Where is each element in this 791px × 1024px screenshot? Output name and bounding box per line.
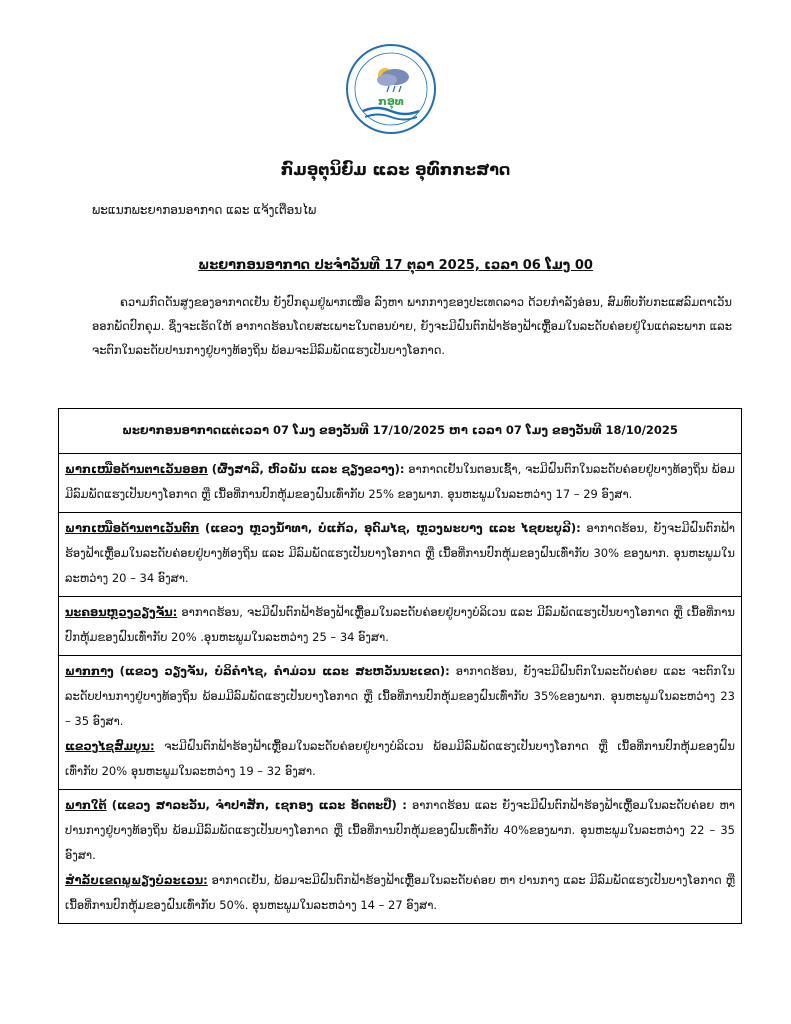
department-title: ພະແນກພະຍາກອນອາກາດ ແລະ ແຈ້ງເຕືອນໄພ <box>92 203 317 217</box>
forecast-period-row <box>59 409 742 454</box>
region-areas: (ແຂວງ ຫຼວງນ້ຳທາ, ບໍ່ແກ້ວ, ອຸດົມໄຊ, ຫຼວງພະບາງ ແລະ ໄຊຍະບູລີ): <box>204 521 581 535</box>
region-cell <box>59 597 742 656</box>
forecast-table <box>58 408 742 924</box>
region-areas: (ຜົ້ງສາລີ, ຫົວພັນ ແລະ ຊຽງຂວາງ): <box>211 462 405 476</box>
region-name: ພາກກາງ <box>65 664 114 678</box>
subregion-forecast-text: ອາກາດເຢັນ, ພ້ອມຈະມີຝົນຕົກຟ້າຮ້ອງຟ້າເຫຼື້ອມໃນລະດັບຄ່ອຍ ຫາ ປານກາງ ແລະ ມີລົມພັດແຮງເປັນບາງໂອກາດ ຫຼື ເນື້ອທີ່ການປົກຫຸ້ມຂອງຝົນເທົ່າກັບ 50%. ອຸນຫະພູມໃນລະຫວ່າງ 14 – 27 ອົງສາ. <box>65 873 735 912</box>
region-row-northeast <box>59 454 742 513</box>
region-row-northwest <box>59 513 742 597</box>
region-name: ພາກເໜືອດ້ານຕາເວັນຕົກ <box>65 521 200 535</box>
region-forecast-text: ອາກາດຮ້ອນ, ຍັງຈະມີຝົນຕົກຟ້າຮ້ອງຟ້າເຫຼື້ອມໃນລະດັບຄ່ອຍຢູ່ບາງທ້ອງຖິ່ນ ແລະ ມີລົມພັດແຮງເປັນບາງໂອກາດ ຫຼື ເນື້ອທີ່ການປົກຫຸ້ມຂອງຝົນເທົ່າກັບ 30% ຂອງພາກ. ອຸນຫະພູມໃນລະຫວ່າງ 20 – 34 ອົງສາ. <box>65 521 735 585</box>
intro-paragraph <box>92 290 732 362</box>
region-areas: (ແຂວງ ວຽງຈັນ, ບໍລິຄຳໄຊ, ຄຳມ່ວນ ແລະ ສະຫວັນນະເຂດ): <box>119 664 450 678</box>
subregion-name: ສຳລັບເຂດພູພຽງບໍລະເວນ: <box>65 873 208 887</box>
region-block <box>65 659 735 734</box>
intro-text: ຄວາມກົດດັນສູງຂອງອາກາດເຢັນ ຍັງປົກຄຸມຢູ່ພາກເໜືອ ລົງຫາ ພາກກາງຂອງປະເທດລາວ ດ້ວຍກຳລັງອ່ອນ, ສົມທົບກັບກະແສລົມຕາເວັນອອກພັດປົກຄຸມ. ຊຶ່ງຈະເຮັດໃຫ້ ອາກາດຮ້ອນໂດຍສະເພາະໃນຕອນບ່າຍ, ຍັງຈະມີຝົນຕົກຟ້າຮ້ອງຟ້າເຫຼື້ອມໃນລະດັບຄ່ອຍຢູ່ໃນແຕ່ລະພາກ ແລະ ຈະຕົກໃນລະດັບປານກາງຢູ່ບາງທ້ອງຖິ່ນ ພ້ອມຈະມີລົມພັດແຮງເປັນບາງໂອກາດ. <box>92 295 732 357</box>
organization-title: ກົມອຸຕຸນິຍົມ ແລະ ອຸທົກກະສາດ <box>280 160 511 179</box>
forecast-period: ພະຍາກອນອາກາດແຕ່ເວລາ 07 ໂມງ ຂອງວັນທີ 17/10/2025 ຫາ ເວລາ 07 ໂມງ ຂອງວັນທີ 18/10/2025 <box>59 409 742 454</box>
department-logo <box>345 43 437 135</box>
region-cell <box>59 513 742 597</box>
region-areas: (ແຂວງ ສາລະວັນ, ຈຳປາສັກ, ເຊກອງ ແລະ ອັດຕະປື) : <box>111 798 407 812</box>
region-name: ພາກໃຕ້ <box>65 798 107 812</box>
subregion-name: ແຂວງໄຊສົມບູນ: <box>65 739 155 753</box>
subregion-block <box>65 868 735 918</box>
region-name: ພາກເໜືອດ້ານຕາເວັນອອກ <box>65 462 208 476</box>
subregion-block <box>65 734 735 784</box>
region-forecast-text: ອາກາດຮ້ອນ, ຍັງຈະມີຝົນຕົກໃນລະດັບຄ່ອຍ ແລະ ຈະຕົກໃນລະດັບປານກາງຢູ່ບາງທ້ອງຖິ່ນ ພ້ອມມີລົມພັດແຮງເປັນບາງໂອກາດ ຫຼື ເນື້ອທີ່ການປົກຫຸ້ມຂອງຝົນເທົ່າກັບ 35%ຂອງພາກ. ອຸນຫະພູມໃນລະຫວ່າງ 23 – 35 ອົງສາ. <box>65 664 735 728</box>
region-row-vientiane-capital <box>59 597 742 656</box>
region-forecast-text: ອາກາດຮ້ອນ, ຈະມີຝົນຕົກຟ້າຮ້ອງຟ້າເຫຼື້ອມໃນລະດັບຄ່ອຍຢູ່ບາງບໍລິເວນ ແລະ ມີລົມພັດແຮງເປັນບາງໂອກາດ ຫຼື ເນື້ອທີ່ການປົກຫຸ້ມຂອງຝົນເທົ່າກັບ 20% .ອຸນຫະພູມໃນລະຫວ່າງ 25 – 34 ອົງສາ. <box>65 605 735 644</box>
region-block <box>65 793 735 868</box>
forecast-heading: ພະຍາກອນອາກາດ ປະຈຳວັນທີ 17 ຕຸລາ 2025, ເວລາ 06 ໂມງ 00 <box>198 258 593 273</box>
region-row-central <box>59 656 742 790</box>
svg-text:ກອຸທ: ກອຸທ <box>378 95 404 108</box>
region-forecast-text: ອາກາດຮ້ອນ ແລະ ຍັງຈະມີຝົນຕົກຟ້າຮ້ອງຟ້າເຫຼື້ອມໃນລະດັບຄ່ອຍ ຫາ ປານກາງຢູ່ບາງທ້ອງຖິ່ນ ພ້ອມມີລົມພັດແຮງເປັນບາງໂອກາດ ຫຼື ເນື້ອທີ່ການປົກຫຸ້ມຂອງຝົນເທົ່າກັບ 40%ຂອງພາກ. ອຸນຫະພູມໃນລະຫວ່າງ 22 – 35 ອົງສາ. <box>65 798 735 862</box>
subregion-forecast-text: ຈະມີຝົນຕົກຟ້າຮ້ອງຟ້າເຫຼື້ອມໃນລະດັບຄ່ອຍຢູ່ບາງບໍລິເວນ ພ້ອມມີລົມພັດແຮງເປັນບາງໂອກາດ ຫຼື ເນື້ອທີ່ການປົກຫຸ້ມຂອງຝົນເທົ່າກັບ 20% ອຸນຫະພູມໃນລະຫວ່າງ 19 – 32 ອົງສາ. <box>65 739 735 778</box>
region-name: ນະຄອນຫຼວງວຽງຈັນ: <box>65 605 178 619</box>
region-cell <box>59 656 742 790</box>
region-cell <box>59 454 742 513</box>
region-forecast-text: ອາກາດເຢັນໃນຕອນເຊົ້າ, ຈະມີຝົນຕົກໃນລະດັບຄ່ອຍຢູ່ບາງທ້ອງຖິ່ນ ພ້ອມມີລົມພັດແຮງເປັນບາງໂອກາດ ຫຼື ເນື້ອທີ່ການປົກຫຸ້ມຂອງຝົນເທົ່າກັບ 25% ຂອງພາກ. ອຸນຫະພູມໃນລະຫວ່າງ 17 – 29 ອົງສາ. <box>65 462 736 501</box>
region-row-south <box>59 790 742 924</box>
region-cell <box>59 790 742 924</box>
